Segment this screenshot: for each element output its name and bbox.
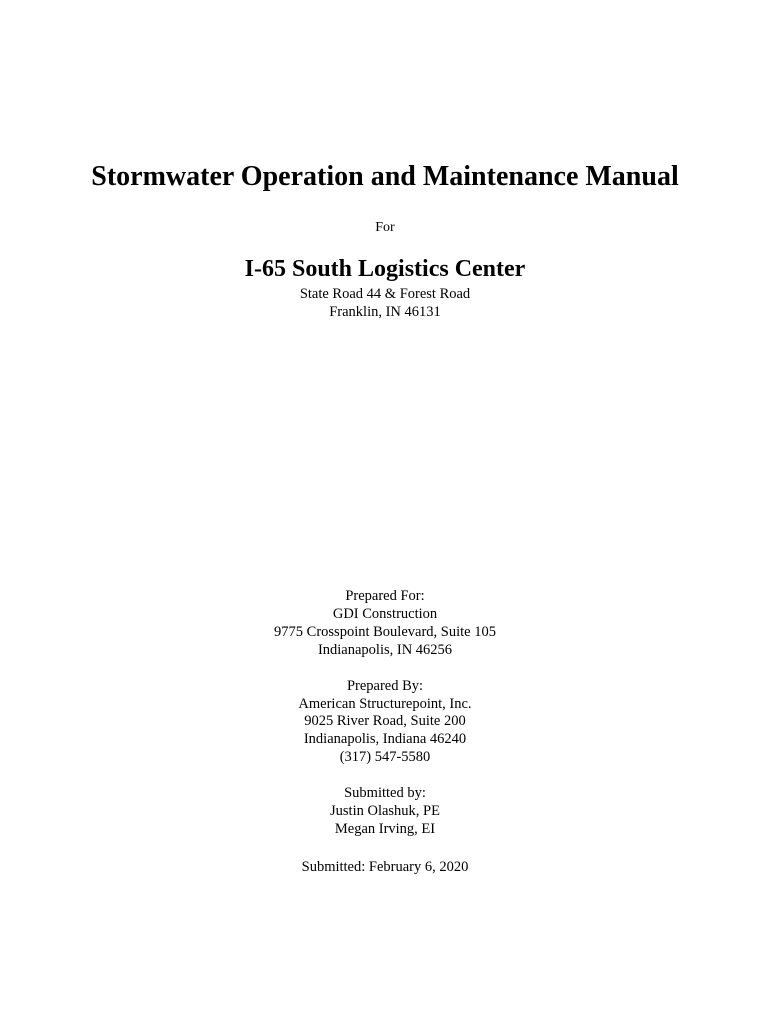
for-label: For [375, 220, 395, 235]
prepared-by-company: American Structurepoint, Inc. [298, 696, 472, 712]
project-name: I-65 South Logistics Center [244, 256, 526, 282]
submitted-by-person-1: Justin Olashuk, PE [330, 803, 440, 819]
document-title: Stormwater Operation and Maintenance Manual [91, 161, 679, 192]
submitted-by-heading: Submitted by: [344, 785, 426, 801]
prepared-for-heading: Prepared For: [345, 588, 425, 604]
prepared-for-address-line-2: Indianapolis, IN 46256 [317, 642, 453, 658]
prepared-by-address-line-2: Indianapolis, Indiana 46240 [303, 731, 467, 747]
prepared-by-phone: (317) 547-5580 [339, 749, 431, 765]
project-address-line-1: State Road 44 & Forest Road [299, 286, 471, 302]
prepared-for-address-line-1: 9775 Crosspoint Boulevard, Suite 105 [274, 624, 496, 640]
project-address-line-2: Franklin, IN 46131 [329, 304, 441, 320]
submitted-date: Submitted: February 6, 2020 [301, 859, 469, 875]
submitted-by-person-2: Megan Irving, EI [334, 821, 436, 837]
prepared-for-company: GDI Construction [332, 606, 438, 622]
prepared-by-heading: Prepared By: [346, 678, 424, 694]
prepared-by-address-line-1: 9025 River Road, Suite 200 [304, 713, 466, 729]
